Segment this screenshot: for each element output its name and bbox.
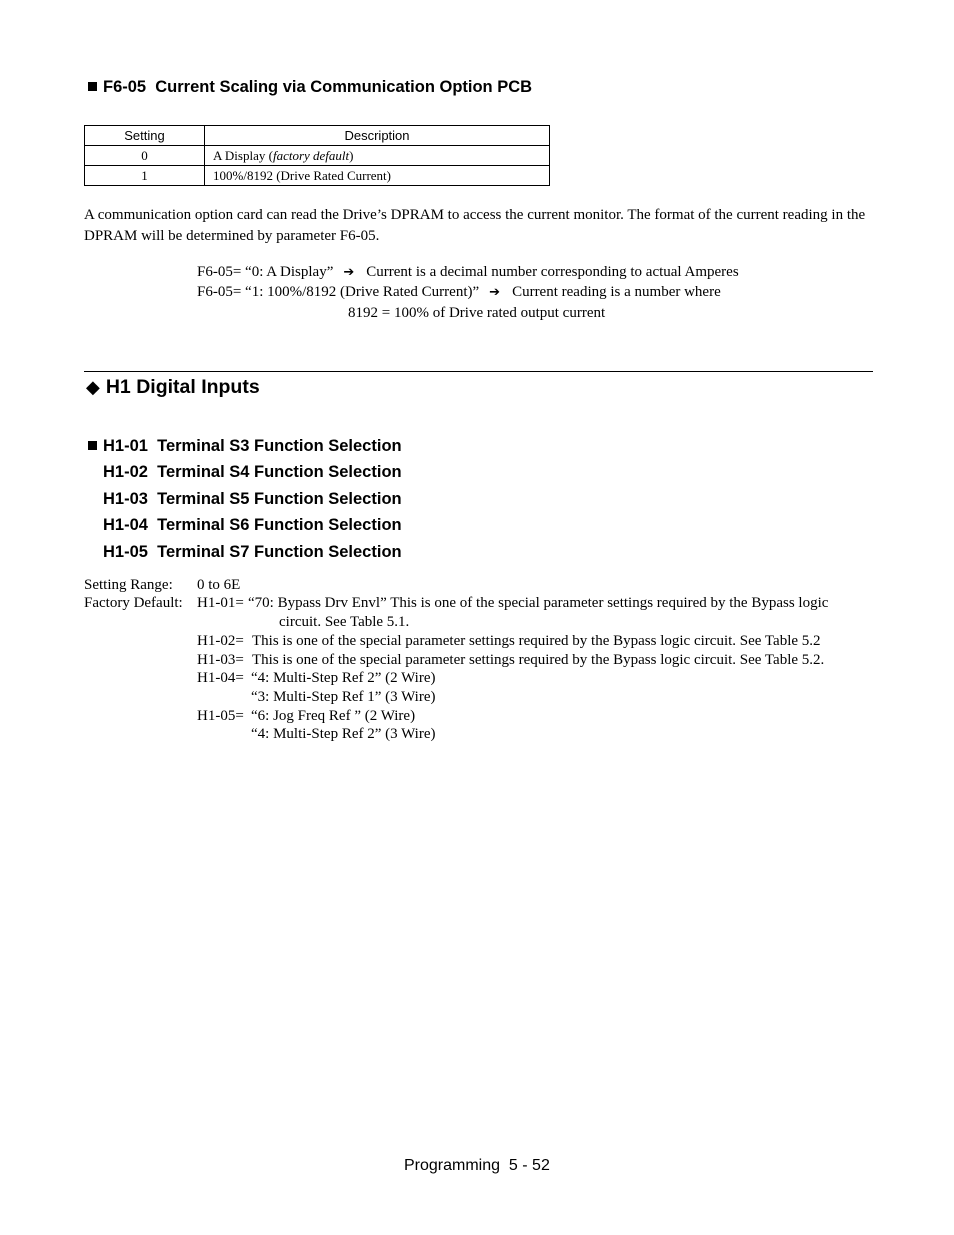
example-right: Current reading is a number where <box>512 284 721 300</box>
description-text: 100%/8192 (Drive Rated Current) <box>213 167 391 183</box>
right-arrow-icon: ➔ <box>489 285 501 300</box>
default-param: H1-05= <box>197 708 244 724</box>
h1-subheading: H1-05 Terminal S7 Function Selection <box>103 543 402 561</box>
default-text: “4: Multi-Step Ref 2” (3 Wire) <box>251 726 436 742</box>
default-param: H1-04= <box>197 670 244 686</box>
h1-section-title-text: H1 Digital Inputs <box>105 376 260 398</box>
example-line-1 <box>197 264 739 281</box>
table-cell-setting: 0 <box>85 146 205 166</box>
example-line-2 <box>197 284 721 301</box>
default-text: “4: Multi-Step Ref 2” (2 Wire) <box>251 670 436 686</box>
h1-subheading: H1-03 Terminal S5 Function Selection <box>103 490 402 508</box>
table-header-row <box>85 126 550 146</box>
right-arrow-icon: ➔ <box>343 265 355 280</box>
h1-section-title <box>86 376 260 399</box>
square-bullet-icon <box>88 82 97 91</box>
page-footer: Programming 5 - 52 <box>404 1157 550 1174</box>
factory-default-label: Factory Default: <box>84 595 183 611</box>
h1-subheading <box>88 437 402 456</box>
table-cell-setting: 1 <box>85 166 205 186</box>
default-text: “6: Jog Freq Ref ” (2 Wire) <box>251 708 416 724</box>
default-text: This is one of the special parameter settings required by the Bypass logic circuit. See Table 5.2 <box>252 633 821 649</box>
subheading-text: H1-01 Terminal S3 Function Selection <box>103 437 402 455</box>
table-header-description: Description <box>205 126 550 146</box>
f6-05-heading <box>88 78 532 97</box>
table-row <box>85 146 550 166</box>
description-italic-text: factory default <box>272 147 350 163</box>
square-bullet-icon <box>88 441 97 450</box>
default-param: H1-01= <box>197 595 244 611</box>
description-text: A Display ( <box>213 147 273 163</box>
table-row <box>85 166 550 186</box>
table-header-setting: Setting <box>85 126 205 146</box>
setting-range-value: 0 to 6E <box>197 577 241 593</box>
h1-subheading: H1-02 Terminal S4 Function Selection <box>103 463 402 481</box>
example-left: F6-05= “0: A Display” <box>197 264 334 280</box>
f6-05-paragraph: A communication option card can read the Drive’s DPRAM to access the current monitor. The format of the current reading in the DPRAM will be determined by parameter F6-05. <box>84 207 866 244</box>
table-cell-description <box>205 146 550 166</box>
example-continuation: 8192 = 100% of Drive rated output current <box>348 305 606 321</box>
default-param: H1-02= <box>197 633 244 649</box>
h1-subheading: H1-04 Terminal S6 Function Selection <box>103 516 402 534</box>
description-text-suffix: ) <box>349 147 354 163</box>
section-divider <box>84 371 873 372</box>
default-text: circuit. See Table 5.1. <box>279 614 410 630</box>
example-left: F6-05= “1: 100%/8192 (Drive Rated Current)” <box>197 284 480 300</box>
default-text: “70: Bypass Drv Envl” This is one of the special parameter settings required by the Bypass logic <box>248 595 829 611</box>
diamond-icon: ◆ <box>86 377 100 398</box>
default-param: H1-03= <box>197 652 244 668</box>
f6-05-settings-table <box>84 125 550 186</box>
setting-range-label: Setting Range: <box>84 577 173 593</box>
example-right: Current is a decimal number corresponding to actual Amperes <box>366 264 739 280</box>
default-text: This is one of the special parameter settings required by the Bypass logic circuit. See Table 5.2. <box>252 652 825 668</box>
default-text: “3: Multi-Step Ref 1” (3 Wire) <box>251 689 436 705</box>
f6-05-heading-text: F6-05 Current Scaling via Communication Option PCB <box>103 78 533 96</box>
table-cell-description <box>205 166 550 186</box>
